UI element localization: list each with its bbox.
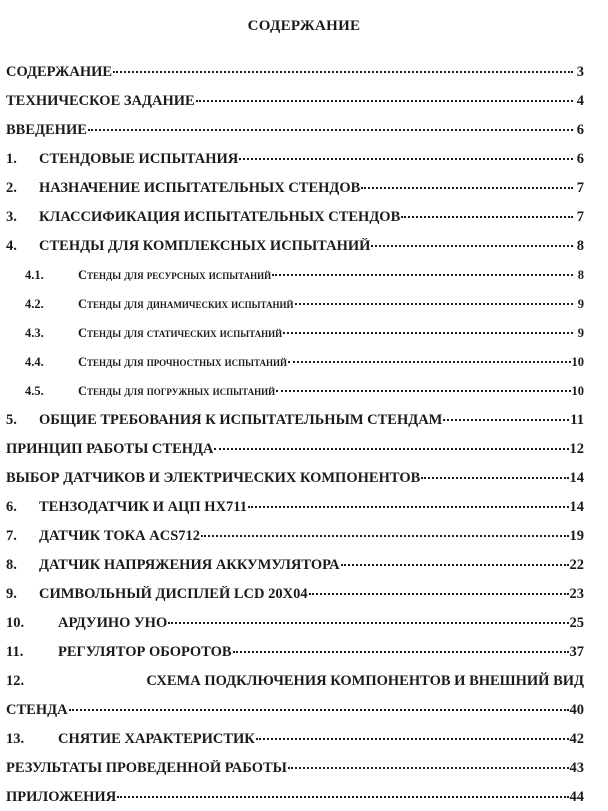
toc-subentry[interactable] <box>25 297 584 312</box>
toc-entry-title: ПРИЛОЖЕНИЯ <box>6 789 117 805</box>
toc-page-number: 7 <box>576 209 584 225</box>
toc-leader <box>295 303 573 305</box>
toc-entry[interactable] <box>6 64 584 81</box>
toc-leader <box>361 187 573 189</box>
toc-entry-title: ТЕНЗОДАТЧИК И АЦП HX711 <box>39 499 247 515</box>
toc-page-number: 14 <box>569 470 584 486</box>
toc-entry-title: ТЕХНИЧЕСКОЕ ЗАДАНИЕ <box>6 93 195 109</box>
toc-leader <box>201 535 568 537</box>
toc-entry-title: ДАТЧИК ТОКА ACS712 <box>39 528 201 544</box>
toc-entry-number: 2. <box>6 180 17 196</box>
toc-entry[interactable] <box>6 180 584 197</box>
toc-entry-number: 5. <box>6 412 17 428</box>
toc-page-number: 10 <box>571 355 584 369</box>
toc-entry-title: РЕЗУЛЬТАТЫ ПРОВЕДЕННОЙ РАБОТЫ <box>6 760 287 776</box>
toc-page-number: 23 <box>569 586 584 602</box>
toc-entry-title: СТЕНДЫ ДЛЯ КОМПЛЕКСНЫХ ИСПЫТАНИЙ <box>39 238 371 254</box>
toc-entry[interactable] <box>6 238 584 255</box>
toc-leader <box>401 216 573 218</box>
toc-entry-title: АРДУИНО УНО <box>58 615 168 631</box>
toc-entry-number: 1. <box>6 151 17 167</box>
toc-entry[interactable] <box>6 760 584 777</box>
toc-leader <box>256 738 569 740</box>
toc-leader <box>288 767 569 769</box>
toc-leader <box>117 796 568 798</box>
toc-entry-title: Стенды для динамических испытаний <box>78 297 294 311</box>
toc-subentry[interactable] <box>25 355 584 370</box>
toc-entry-number: 3. <box>6 209 17 225</box>
toc-page-number: 8 <box>576 238 584 254</box>
toc-entry-number: 4.5. <box>25 384 44 398</box>
toc-page-number: 37 <box>569 644 584 660</box>
toc-entry-title: СОДЕРЖАНИЕ <box>6 64 113 80</box>
toc-entry[interactable] <box>6 528 584 545</box>
toc-page-number: 3 <box>576 64 584 80</box>
toc-subentry[interactable] <box>25 268 584 283</box>
toc-page-number: 6 <box>576 122 584 138</box>
toc-page-number: 9 <box>577 326 584 340</box>
toc-entry[interactable] <box>6 412 584 429</box>
toc-leader <box>248 506 569 508</box>
toc-page-number: 11 <box>570 412 584 428</box>
toc-page-number: 8 <box>577 268 584 282</box>
toc-entry-title: ВЫБОР ДАТЧИКОВ И ЭЛЕКТРИЧЕСКИХ КОМПОНЕНТОВ <box>6 470 421 486</box>
toc-subentry[interactable] <box>25 326 584 341</box>
toc-entry-title: СНЯТИЕ ХАРАКТЕРИСТИК <box>58 731 255 747</box>
toc-leader <box>113 71 573 73</box>
toc-entry[interactable] <box>6 151 584 168</box>
toc-leader <box>239 158 573 160</box>
toc-leader <box>288 361 570 363</box>
toc-page-number: 9 <box>577 297 584 311</box>
toc-page-number: 25 <box>569 615 584 631</box>
toc-leader <box>309 593 569 595</box>
toc-page-number: 42 <box>569 731 584 747</box>
toc-entry-number: 8. <box>6 557 17 573</box>
toc-entry-title: Стенды для статических испытаний <box>78 326 283 340</box>
toc-page-number: 7 <box>576 180 584 196</box>
toc-entry-title: СИМВОЛЬНЫЙ ДИСПЛЕЙ LCD 20X04 <box>39 586 308 602</box>
toc-leader <box>276 390 570 392</box>
toc-entry-title: КЛАССИФИКАЦИЯ ИСПЫТАТЕЛЬНЫХ СТЕНДОВ <box>39 209 401 225</box>
toc-page-number: 22 <box>569 557 584 573</box>
toc-page-number: 6 <box>576 151 584 167</box>
toc-entry[interactable] <box>6 557 584 574</box>
toc-entry-number: 4.2. <box>25 297 44 311</box>
toc-leader <box>443 419 569 421</box>
toc-entry-title: Стенды для погружных испытаний <box>78 384 276 398</box>
toc-entry[interactable] <box>6 209 584 226</box>
toc-entry-title-continued: СТЕНДА <box>6 702 68 718</box>
toc-entry-number: 6. <box>6 499 17 515</box>
toc-entry[interactable] <box>6 644 584 661</box>
toc-entry-number: 13. <box>6 731 25 747</box>
toc-entry[interactable] <box>6 731 584 748</box>
toc-entry-title: СХЕМА ПОДКЛЮЧЕНИЯ КОМПОНЕНТОВ И ВНЕШНИЙ ВИД <box>146 673 584 689</box>
toc-entry[interactable] <box>6 586 584 603</box>
toc-entry-number: 10. <box>6 615 25 631</box>
toc-entry-title: ПРИНЦИП РАБОТЫ СТЕНДА <box>6 441 214 457</box>
toc-entry-wrapped-line[interactable] <box>6 673 584 690</box>
toc-entry-number: 9. <box>6 586 17 602</box>
toc-entry[interactable] <box>6 122 584 139</box>
toc-entry-title: ОБЩИЕ ТРЕБОВАНИЯ К ИСПЫТАТЕЛЬНЫМ СТЕНДАМ <box>39 412 443 428</box>
toc-entry[interactable] <box>6 470 584 487</box>
toc-entry-number: 7. <box>6 528 17 544</box>
toc-entry-title: ДАТЧИК НАПРЯЖЕНИЯ АККУМУЛЯТОРА <box>39 557 340 573</box>
toc-leader <box>283 332 573 334</box>
toc-entry-number: 4.3. <box>25 326 44 340</box>
toc-page-number: 40 <box>569 702 584 718</box>
toc-leader <box>69 709 569 711</box>
toc-entry[interactable] <box>6 702 584 719</box>
toc-entry-title: Стенды для ресурсных испытаний <box>78 268 272 282</box>
toc-leader <box>371 245 573 247</box>
toc-entry-number: 4. <box>6 238 17 254</box>
toc-page-number: 12 <box>569 441 584 457</box>
toc-entry-title: ВВЕДЕНИЕ <box>6 122 87 138</box>
toc-entry-title: НАЗНАЧЕНИЕ ИСПЫТАТЕЛЬНЫХ СТЕНДОВ <box>39 180 361 196</box>
toc-page-number: 14 <box>569 499 584 515</box>
toc-entry-title: Стенды для прочностных испытаний <box>78 355 288 369</box>
toc-subentry[interactable] <box>25 384 584 399</box>
toc-entry-title: СТЕНДОВЫЕ ИСПЫТАНИЯ <box>39 151 239 167</box>
toc-page-number: 10 <box>571 384 584 398</box>
toc-leader <box>168 622 568 624</box>
toc-entry-number: 12. <box>6 673 25 689</box>
toc-page-number: 44 <box>569 789 584 805</box>
toc-leader <box>341 564 569 566</box>
toc-page-number: 19 <box>569 528 584 544</box>
toc-entry[interactable] <box>6 789 584 806</box>
toc-page-number: 43 <box>569 760 584 776</box>
toc-page-number: 4 <box>576 93 584 109</box>
toc-entry[interactable] <box>6 615 584 632</box>
toc-entry-number: 4.1. <box>25 268 44 282</box>
toc-entry[interactable] <box>6 499 584 516</box>
toc-entry[interactable] <box>6 441 584 458</box>
page-title: СОДЕРЖАНИЕ <box>247 18 361 34</box>
toc-entry-number: 11. <box>6 644 24 660</box>
toc-leader <box>196 100 573 102</box>
toc-leader <box>88 129 573 131</box>
toc-leader <box>272 274 573 276</box>
toc-leader <box>233 651 569 653</box>
toc-leader <box>214 448 568 450</box>
toc-entry-title: РЕГУЛЯТОР ОБОРОТОВ <box>58 644 232 660</box>
toc-leader <box>421 477 568 479</box>
toc-entry[interactable] <box>6 93 584 110</box>
toc-entry-number: 4.4. <box>25 355 44 369</box>
